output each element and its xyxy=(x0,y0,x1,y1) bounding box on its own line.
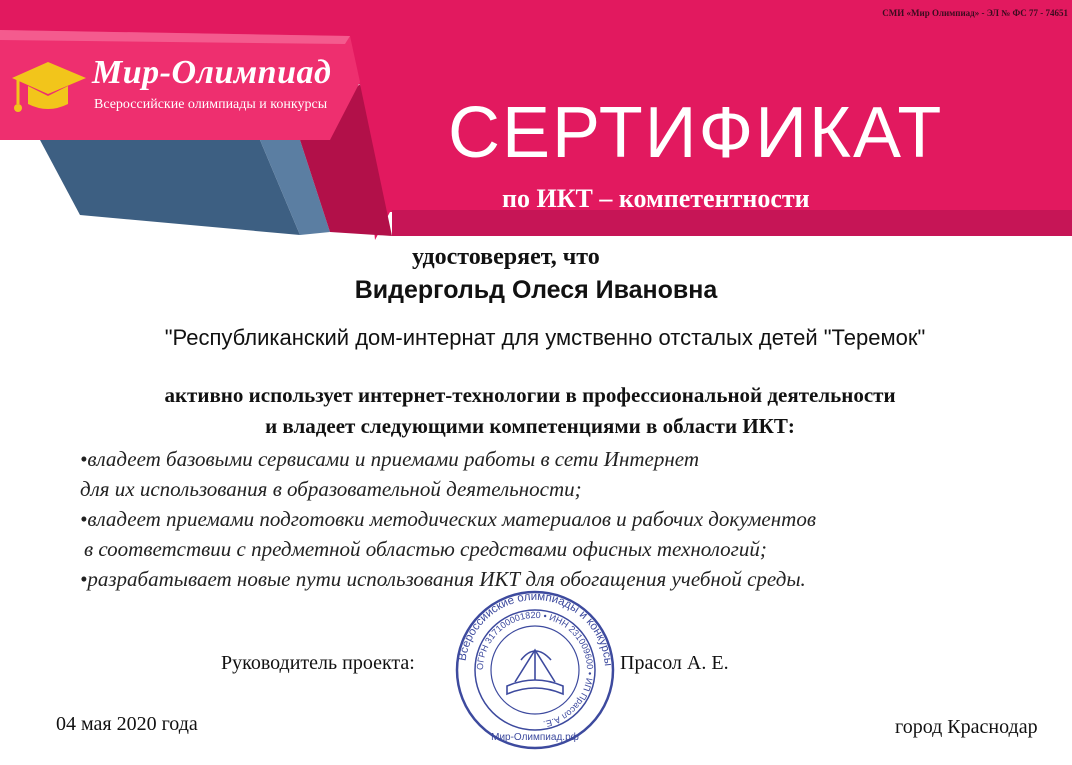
signer-label: Руководитель проекта: xyxy=(221,652,415,674)
book-icon xyxy=(507,650,563,694)
statement xyxy=(0,380,1060,442)
signer-name: Прасол А. Е. xyxy=(620,652,729,674)
organization-name: "Республиканский дом-интернат для умственно отсталых детей "Теремок" xyxy=(164,325,926,350)
competency-item: для их использования в образовательной деятельности; xyxy=(80,477,582,501)
seal-stamp xyxy=(455,590,615,750)
stamp-outer-text: Всероссийские олимпиады и конкурсы xyxy=(456,590,614,667)
competency-item: в соответствии с предметной областью средствами офисных технологий; xyxy=(84,537,767,561)
logo-title: Мир-Олимпиад xyxy=(92,54,332,91)
stamp-inner-text: ОГРН 317100001820 • ИНН 231009600 • ИП Прасол А.Е. xyxy=(474,609,596,730)
ribbon-dark-fold xyxy=(40,140,300,235)
statement-line: активно использует интернет-технологии в профессиональной деятельности xyxy=(164,383,896,407)
issue-city: город Краснодар xyxy=(895,716,1038,738)
competency-item: •владеет приемами подготовки методических материалов и рабочих документов xyxy=(80,507,816,531)
competencies-list xyxy=(80,444,816,594)
registration-number: СМИ «Мир Олимпиад» - ЭЛ № ФС 77 - 74651 xyxy=(882,8,1068,18)
logo-subtitle: Всероссийские олимпиады и конкурсы xyxy=(94,97,328,112)
competency-item: •владеет базовыми сервисами и приемами работы в сети Интернет xyxy=(80,447,700,471)
competency-item: •разрабатывает новые пути использования ИКТ для обогащения учебной среды. xyxy=(80,567,806,591)
recipient-name: Видергольд Олеся Ивановна xyxy=(354,276,718,304)
certifies-text: удостоверяет, что xyxy=(412,244,600,270)
issue-date: 04 мая 2020 года xyxy=(56,713,198,735)
certificate-subtitle: по ИКТ – компетентности xyxy=(502,184,810,213)
certificate-title: СЕРТИФИКАТ xyxy=(448,93,944,173)
statement-line: и владеет следующими компетенциями в области ИКТ: xyxy=(265,414,795,438)
stamp-bottom-text: Мир-Олимпиад.рф xyxy=(491,732,579,743)
